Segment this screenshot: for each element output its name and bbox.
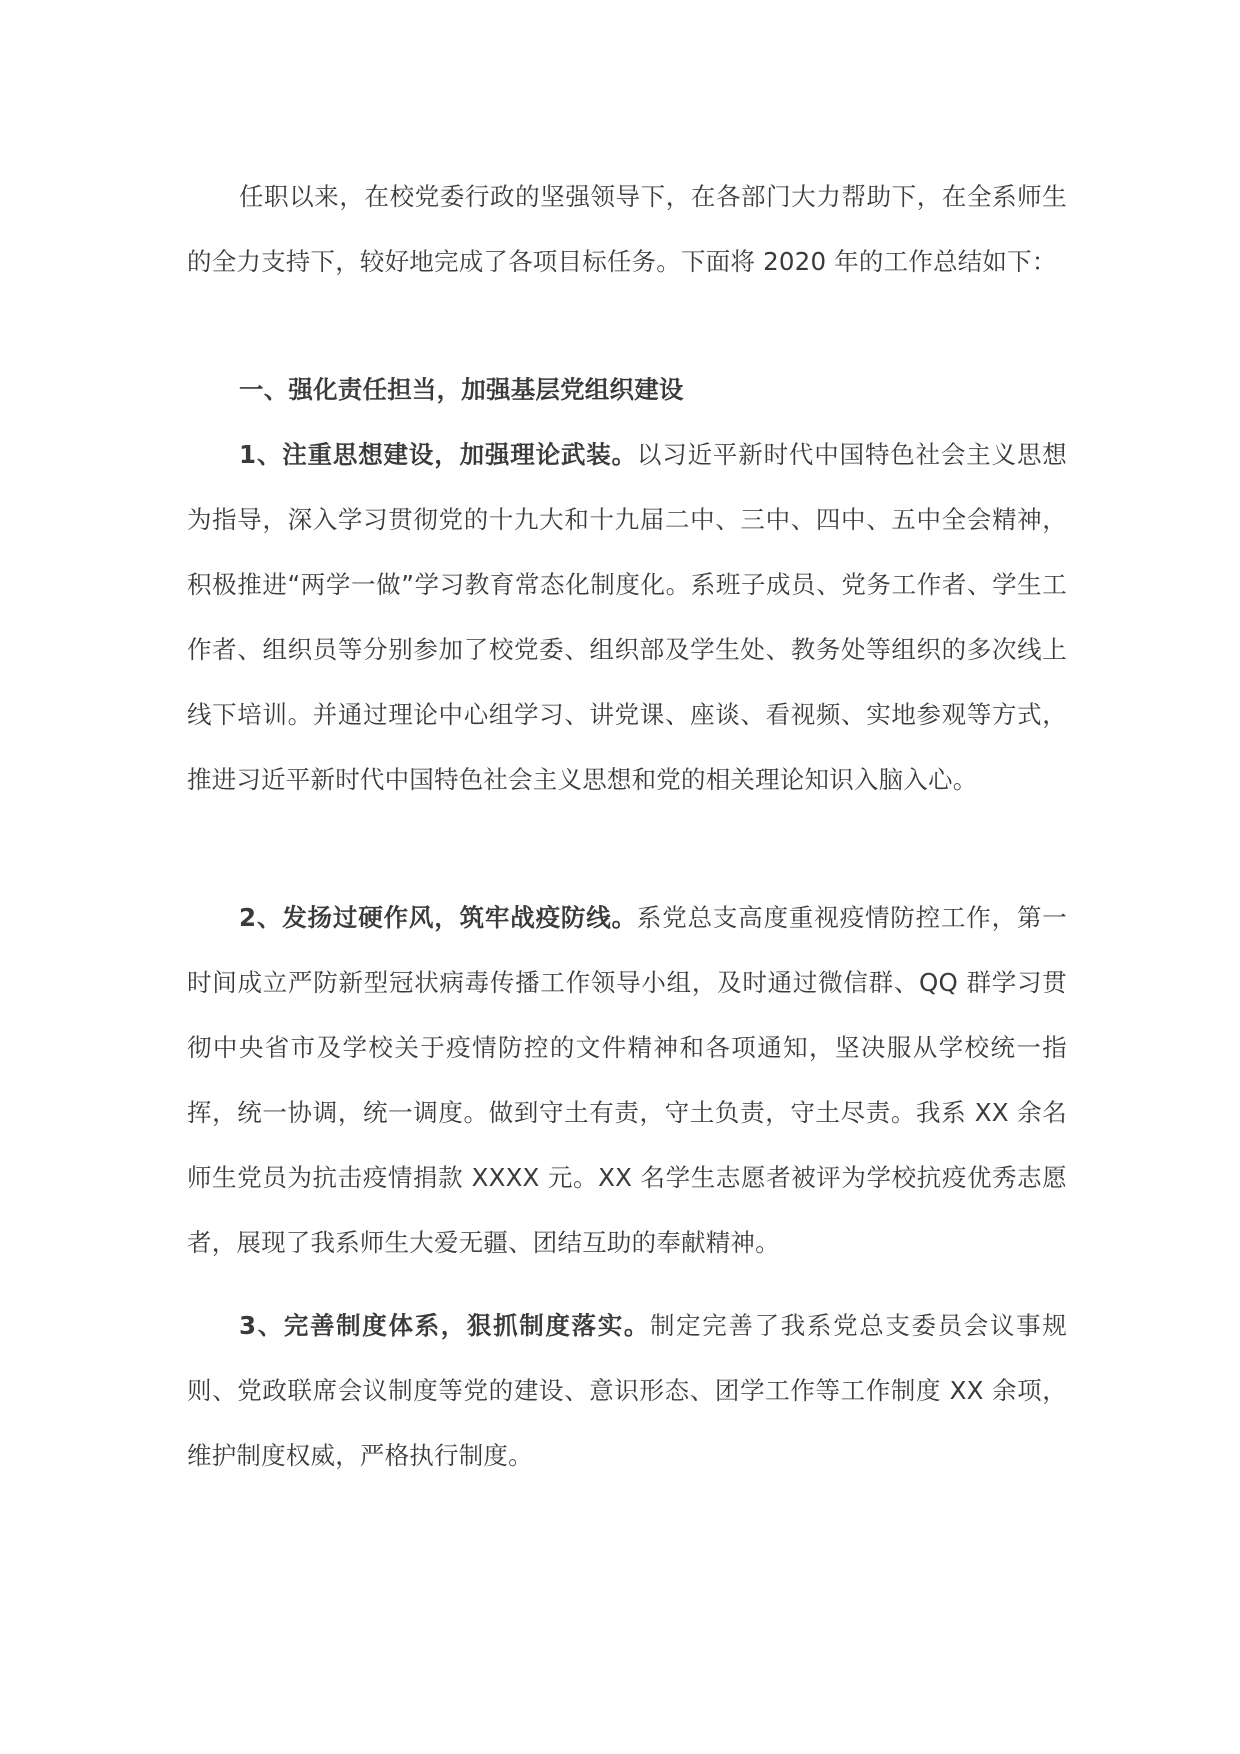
item-lead: 2、发扬过硬作风，筑牢战疫防线。 — [239, 903, 637, 932]
item-lead: 3、完善制度体系，狠抓制度落实。 — [239, 1311, 650, 1340]
item-body: 制定完善了我系党总支委员会议事规则、党政联席会议制度等党的建设、意识形态、团学工作等工作制度 XX 余项，维护制度权威，严格执行制度。 — [187, 1311, 1067, 1470]
section-heading: 一、强化责任担当，加强基层党组织建设 — [239, 375, 684, 404]
list-item — [187, 885, 1067, 1275]
item-body: 以习近平新时代中国特色社会主义思想为指导，深入学习贯彻党的十九大和十九届二中、三中、四中、五中全会精神，积极推进“两学一做”学习教育常态化制度化。系班子成员、党务工作者、学生工作者、组织员等分别参加了校党委、组织部及学生处、教务处等组织的多次线上线下培训。并通过理论中心组学习、讲党课、座谈、看视频、实地参观等方式，推进习近平新时代中国特色社会主义思想和党的相关理论知识入脑入心。 — [187, 440, 1067, 794]
item-body: 系党总支高度重视疫情防控工作，第一时间成立严防新型冠状病毒传播工作领导小组，及时通过微信群、QQ 群学习贯彻中央省市及学校关于疫情防控的文件精神和各项通知，坚决服从学校统一指挥，统一协调，统一调度。做到守土有责，守土负责，守土尽责。我系 XX 余名师生党员为抗击疫情捐款 XXXX 元。XX 名学生志愿者被评为学校抗疫优秀志愿者，展现了我系师生大爱无疆、团结互助的奉献精神。 — [187, 903, 1067, 1257]
item-lead: 1、注重思想建设，加强理论武装。 — [239, 440, 637, 469]
intro-paragraph: 任职以来，在校党委行政的坚强领导下，在各部门大力帮助下，在全系师生的全力支持下，较好地完成了各项目标任务。下面将 2020 年的工作总结如下： — [187, 182, 1067, 276]
list-item — [187, 422, 1067, 812]
list-item — [187, 1293, 1067, 1488]
